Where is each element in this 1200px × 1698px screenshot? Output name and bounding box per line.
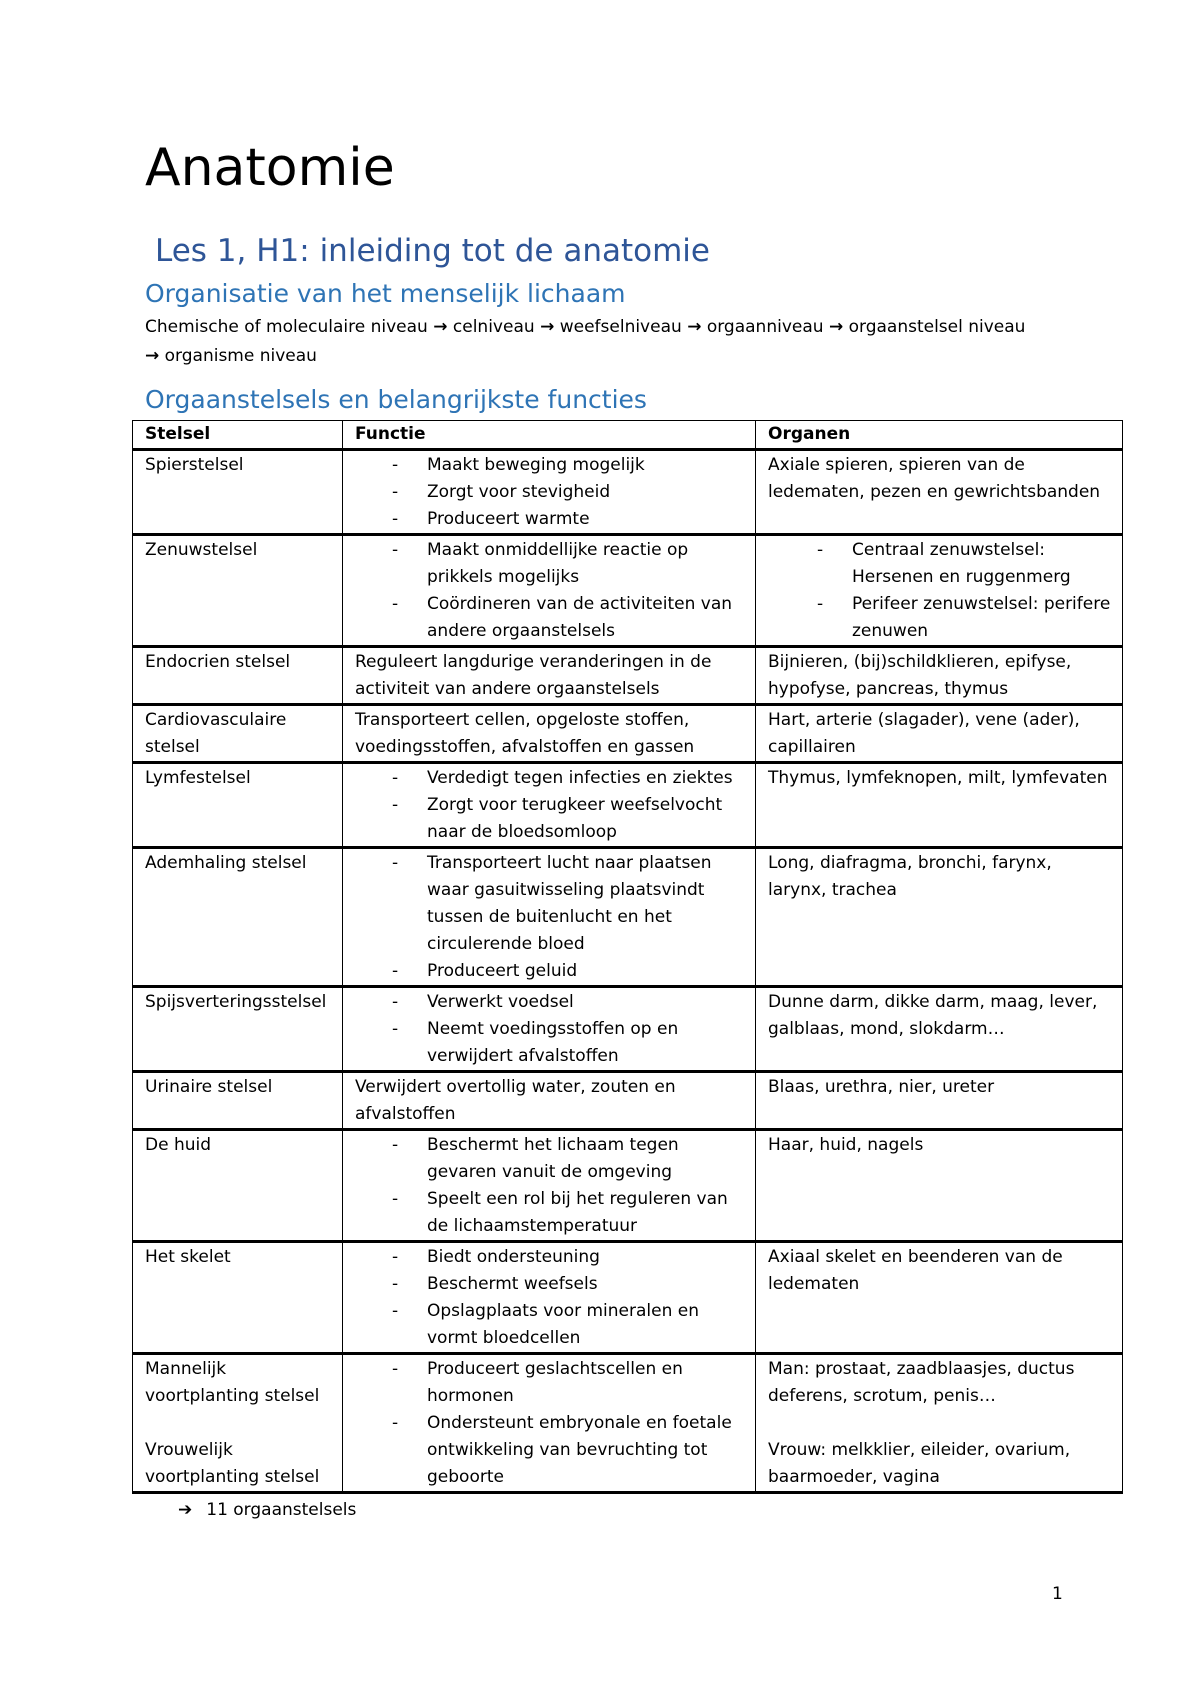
cell-organen xyxy=(756,647,1123,705)
level-text: organisme niveau xyxy=(164,346,317,366)
functie-text: Verwijdert overtollig water, zouten en afvalstoffen xyxy=(355,1077,676,1124)
organen-text: Bijnieren, (bij)schildklieren, epifyse, hypofyse, pancreas, thymus xyxy=(768,652,1072,699)
arrow-icon: → xyxy=(433,317,448,337)
list-item: - Speelt een rol bij het reguleren van de lichaamstemperatuur xyxy=(355,1186,745,1240)
organen-text: Vrouw: melkklier, eileider, ovarium, baarmoeder, vagina xyxy=(768,1440,1071,1487)
cell-stelsel xyxy=(133,1072,343,1130)
lesson-heading: Les 1, H1: inleiding tot de anatomie xyxy=(155,233,710,269)
cell-stelsel xyxy=(133,987,343,1072)
table-row xyxy=(133,535,1123,647)
level-text: orgaanniveau xyxy=(706,317,824,337)
cell-organen xyxy=(756,1130,1123,1242)
header-functie: Functie xyxy=(343,421,756,450)
functie-list xyxy=(355,537,745,645)
list-item: - Maakt beweging mogelijk xyxy=(355,452,745,479)
organ-systems-table xyxy=(132,420,1123,1494)
cell-organen xyxy=(756,450,1123,535)
table-header-row xyxy=(133,421,1123,450)
organen-text: Axiale spieren, spieren van de ledematen, pezen en gewrichtsbanden xyxy=(768,455,1101,502)
cell-stelsel xyxy=(133,848,343,987)
cell-functie xyxy=(343,987,756,1072)
list-item: - Produceert geslachtscellen en hormonen xyxy=(355,1356,745,1410)
organisation-levels xyxy=(145,313,1045,371)
stelsel-name: Mannelijk voortplanting stelsel xyxy=(145,1359,320,1406)
organen-text: Haar, huid, nagels xyxy=(768,1135,924,1155)
functie-list xyxy=(355,1132,745,1240)
header-stelsel: Stelsel xyxy=(133,421,343,450)
list-item: - Verdedigt tegen infecties en ziektes xyxy=(355,765,745,792)
cell-organen xyxy=(756,705,1123,763)
stelsel-name: Endocrien stelsel xyxy=(145,652,291,672)
organen-text: Man: prostaat, zaadblaasjes, ductus deferens, scrotum, penis… xyxy=(768,1359,1075,1406)
cell-functie xyxy=(343,763,756,848)
list-item: - Produceert warmte xyxy=(355,506,745,533)
organen-text: Hart, arterie (slagader), vene (ader), capillairen xyxy=(768,710,1080,757)
section-heading-organ-systems: Orgaanstelsels en belangrijkste functies xyxy=(145,385,647,414)
table-row xyxy=(133,1242,1123,1354)
cell-stelsel xyxy=(133,535,343,647)
level-text: celniveau xyxy=(452,317,535,337)
table-body xyxy=(133,450,1123,1493)
organen-text: Blaas, urethra, nier, ureter xyxy=(768,1077,995,1097)
cell-organen xyxy=(756,1354,1123,1493)
cell-organen xyxy=(756,763,1123,848)
cell-stelsel xyxy=(133,1354,343,1493)
table-row xyxy=(133,987,1123,1072)
arrow-icon: → xyxy=(540,317,555,337)
functie-list xyxy=(355,452,745,533)
list-item: - Neemt voedingsstoffen op en verwijdert afvalstoffen xyxy=(355,1016,745,1070)
functie-text: Transporteert cellen, opgeloste stoffen, voedingsstoffen, afvalstoffen en gassen xyxy=(355,710,695,757)
spacer xyxy=(768,1410,1112,1437)
cell-functie xyxy=(343,535,756,647)
organen-text: Thymus, lymfeknopen, milt, lymfevaten xyxy=(768,768,1108,788)
stelsel-name: Lymfestelsel xyxy=(145,768,251,788)
list-item: - Perifeer zenuwstelsel: perifere zenuwen xyxy=(768,591,1112,645)
stelsel-name: Het skelet xyxy=(145,1247,231,1267)
level-text: orgaanstelsel niveau xyxy=(848,317,1026,337)
stelsel-name: Urinaire stelsel xyxy=(145,1077,273,1097)
cell-stelsel xyxy=(133,1130,343,1242)
table-row xyxy=(133,450,1123,535)
page-number: 1 xyxy=(1052,1584,1063,1604)
arrow-icon: → xyxy=(687,317,702,337)
cell-stelsel xyxy=(133,1242,343,1354)
list-item: - Ondersteunt embryonale en foetale ontwikkeling van bevruchting tot geboorte xyxy=(355,1410,745,1491)
cell-organen xyxy=(756,1242,1123,1354)
list-item: - Centraal zenuwstelsel: Hersenen en ruggenmerg xyxy=(768,537,1112,591)
arrow-icon: → xyxy=(828,317,844,337)
cell-functie xyxy=(343,1242,756,1354)
list-item: - Transporteert lucht naar plaatsen waar gasuitwisseling plaatsvindt tussen de buitenlucht en het circulerende bloed xyxy=(355,850,745,958)
table-row xyxy=(133,705,1123,763)
list-item: - Maakt onmiddellijke reactie op prikkels mogelijks xyxy=(355,537,745,591)
list-item: - Verwerkt voedsel xyxy=(355,989,745,1016)
stelsel-name: Spijsverteringsstelsel xyxy=(145,992,327,1012)
table-row xyxy=(133,1130,1123,1242)
spacer xyxy=(145,1410,332,1437)
cell-functie xyxy=(343,705,756,763)
list-item: - Coördineren van de activiteiten van andere orgaanstelsels xyxy=(355,591,745,645)
cell-stelsel xyxy=(133,647,343,705)
table-row xyxy=(133,647,1123,705)
cell-functie xyxy=(343,450,756,535)
stelsel-name: Cardiovasculaire stelsel xyxy=(145,710,287,757)
cell-stelsel xyxy=(133,763,343,848)
organen-text: Dunne darm, dikke darm, maag, lever, galblaas, mond, slokdarm… xyxy=(768,992,1098,1039)
document-title: Anatomie xyxy=(145,138,395,198)
arrow-right-icon: ➔ xyxy=(178,1500,193,1520)
list-item: - Biedt ondersteuning xyxy=(355,1244,745,1271)
list-item: - Zorgt voor terugkeer weefselvocht naar de bloedsomloop xyxy=(355,792,745,846)
list-item: - Beschermt weefsels xyxy=(355,1271,745,1298)
cell-organen xyxy=(756,535,1123,647)
functie-list xyxy=(355,989,745,1070)
cell-functie xyxy=(343,647,756,705)
table-row xyxy=(133,1354,1123,1493)
cell-organen xyxy=(756,987,1123,1072)
cell-organen xyxy=(756,848,1123,987)
summary-line xyxy=(178,1497,356,1524)
list-item: - Produceert geluid xyxy=(355,958,745,985)
stelsel-name: Ademhaling stelsel xyxy=(145,853,307,873)
table-row xyxy=(133,1072,1123,1130)
list-item: - Opslagplaats voor mineralen en vormt bloedcellen xyxy=(355,1298,745,1352)
stelsel-name: Vrouwelijk voortplanting stelsel xyxy=(145,1440,320,1487)
stelsel-name: Zenuwstelsel xyxy=(145,540,258,560)
stelsel-name: Spierstelsel xyxy=(145,455,244,475)
functie-text: Reguleert langdurige veranderingen in de activiteit van andere orgaanstelsels xyxy=(355,652,712,699)
table-row xyxy=(133,848,1123,987)
list-item: - Zorgt voor stevigheid xyxy=(355,479,745,506)
organen-list xyxy=(768,537,1112,645)
cell-stelsel xyxy=(133,705,343,763)
section-heading-organisation: Organisatie van het menselijk lichaam xyxy=(145,279,626,308)
functie-list xyxy=(355,850,745,985)
header-organen: Organen xyxy=(756,421,1123,450)
functie-list xyxy=(355,1244,745,1352)
level-text: Chemische of moleculaire niveau xyxy=(145,317,428,337)
cell-functie xyxy=(343,1130,756,1242)
list-item: - Beschermt het lichaam tegen gevaren vanuit de omgeving xyxy=(355,1132,745,1186)
organen-text: Axiaal skelet en beenderen van de ledematen xyxy=(768,1247,1063,1294)
stelsel-name: De huid xyxy=(145,1135,212,1155)
level-text: weefselniveau xyxy=(559,317,682,337)
cell-functie xyxy=(343,848,756,987)
functie-list xyxy=(355,1356,745,1491)
summary-text: 11 orgaanstelsels xyxy=(206,1500,357,1520)
cell-organen xyxy=(756,1072,1123,1130)
organen-text: Long, diafragma, bronchi, farynx, larynx, trachea xyxy=(768,853,1052,900)
cell-functie xyxy=(343,1072,756,1130)
table-row xyxy=(133,763,1123,848)
arrow-icon: → xyxy=(145,346,160,366)
cell-functie xyxy=(343,1354,756,1493)
functie-list xyxy=(355,765,745,846)
cell-stelsel xyxy=(133,450,343,535)
